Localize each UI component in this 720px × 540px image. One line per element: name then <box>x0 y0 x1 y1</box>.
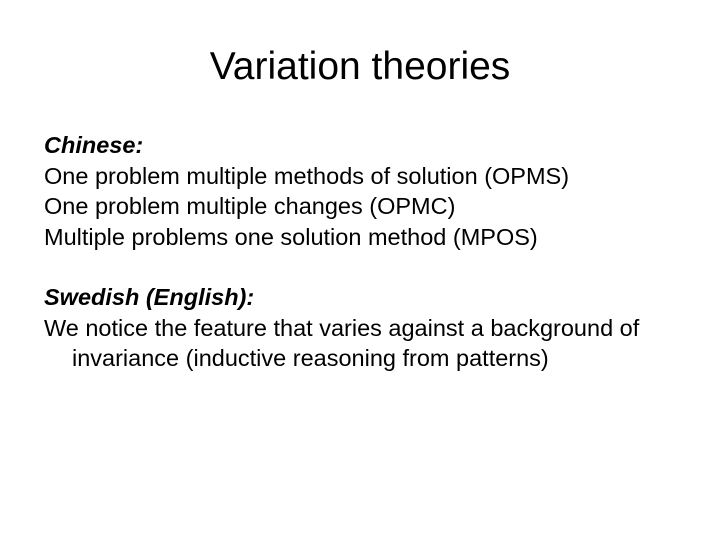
slide-body <box>44 130 684 374</box>
swedish-heading: Swedish (English): <box>44 284 255 310</box>
section-gap <box>44 252 684 282</box>
chinese-line-opmc: One problem multiple changes (OPMC) <box>44 193 456 219</box>
chinese-line-mpos: Multiple problems one solution method (MPOS) <box>44 223 538 250</box>
chinese-line-opms: One problem multiple methods of solution (OPMS) <box>44 162 570 189</box>
swedish-description: We notice the feature that varies against a background of invariance (inductive reasoning from patterns) <box>44 314 640 371</box>
slide-title: Variation theories <box>209 45 511 88</box>
chinese-heading: Chinese: <box>44 132 144 158</box>
